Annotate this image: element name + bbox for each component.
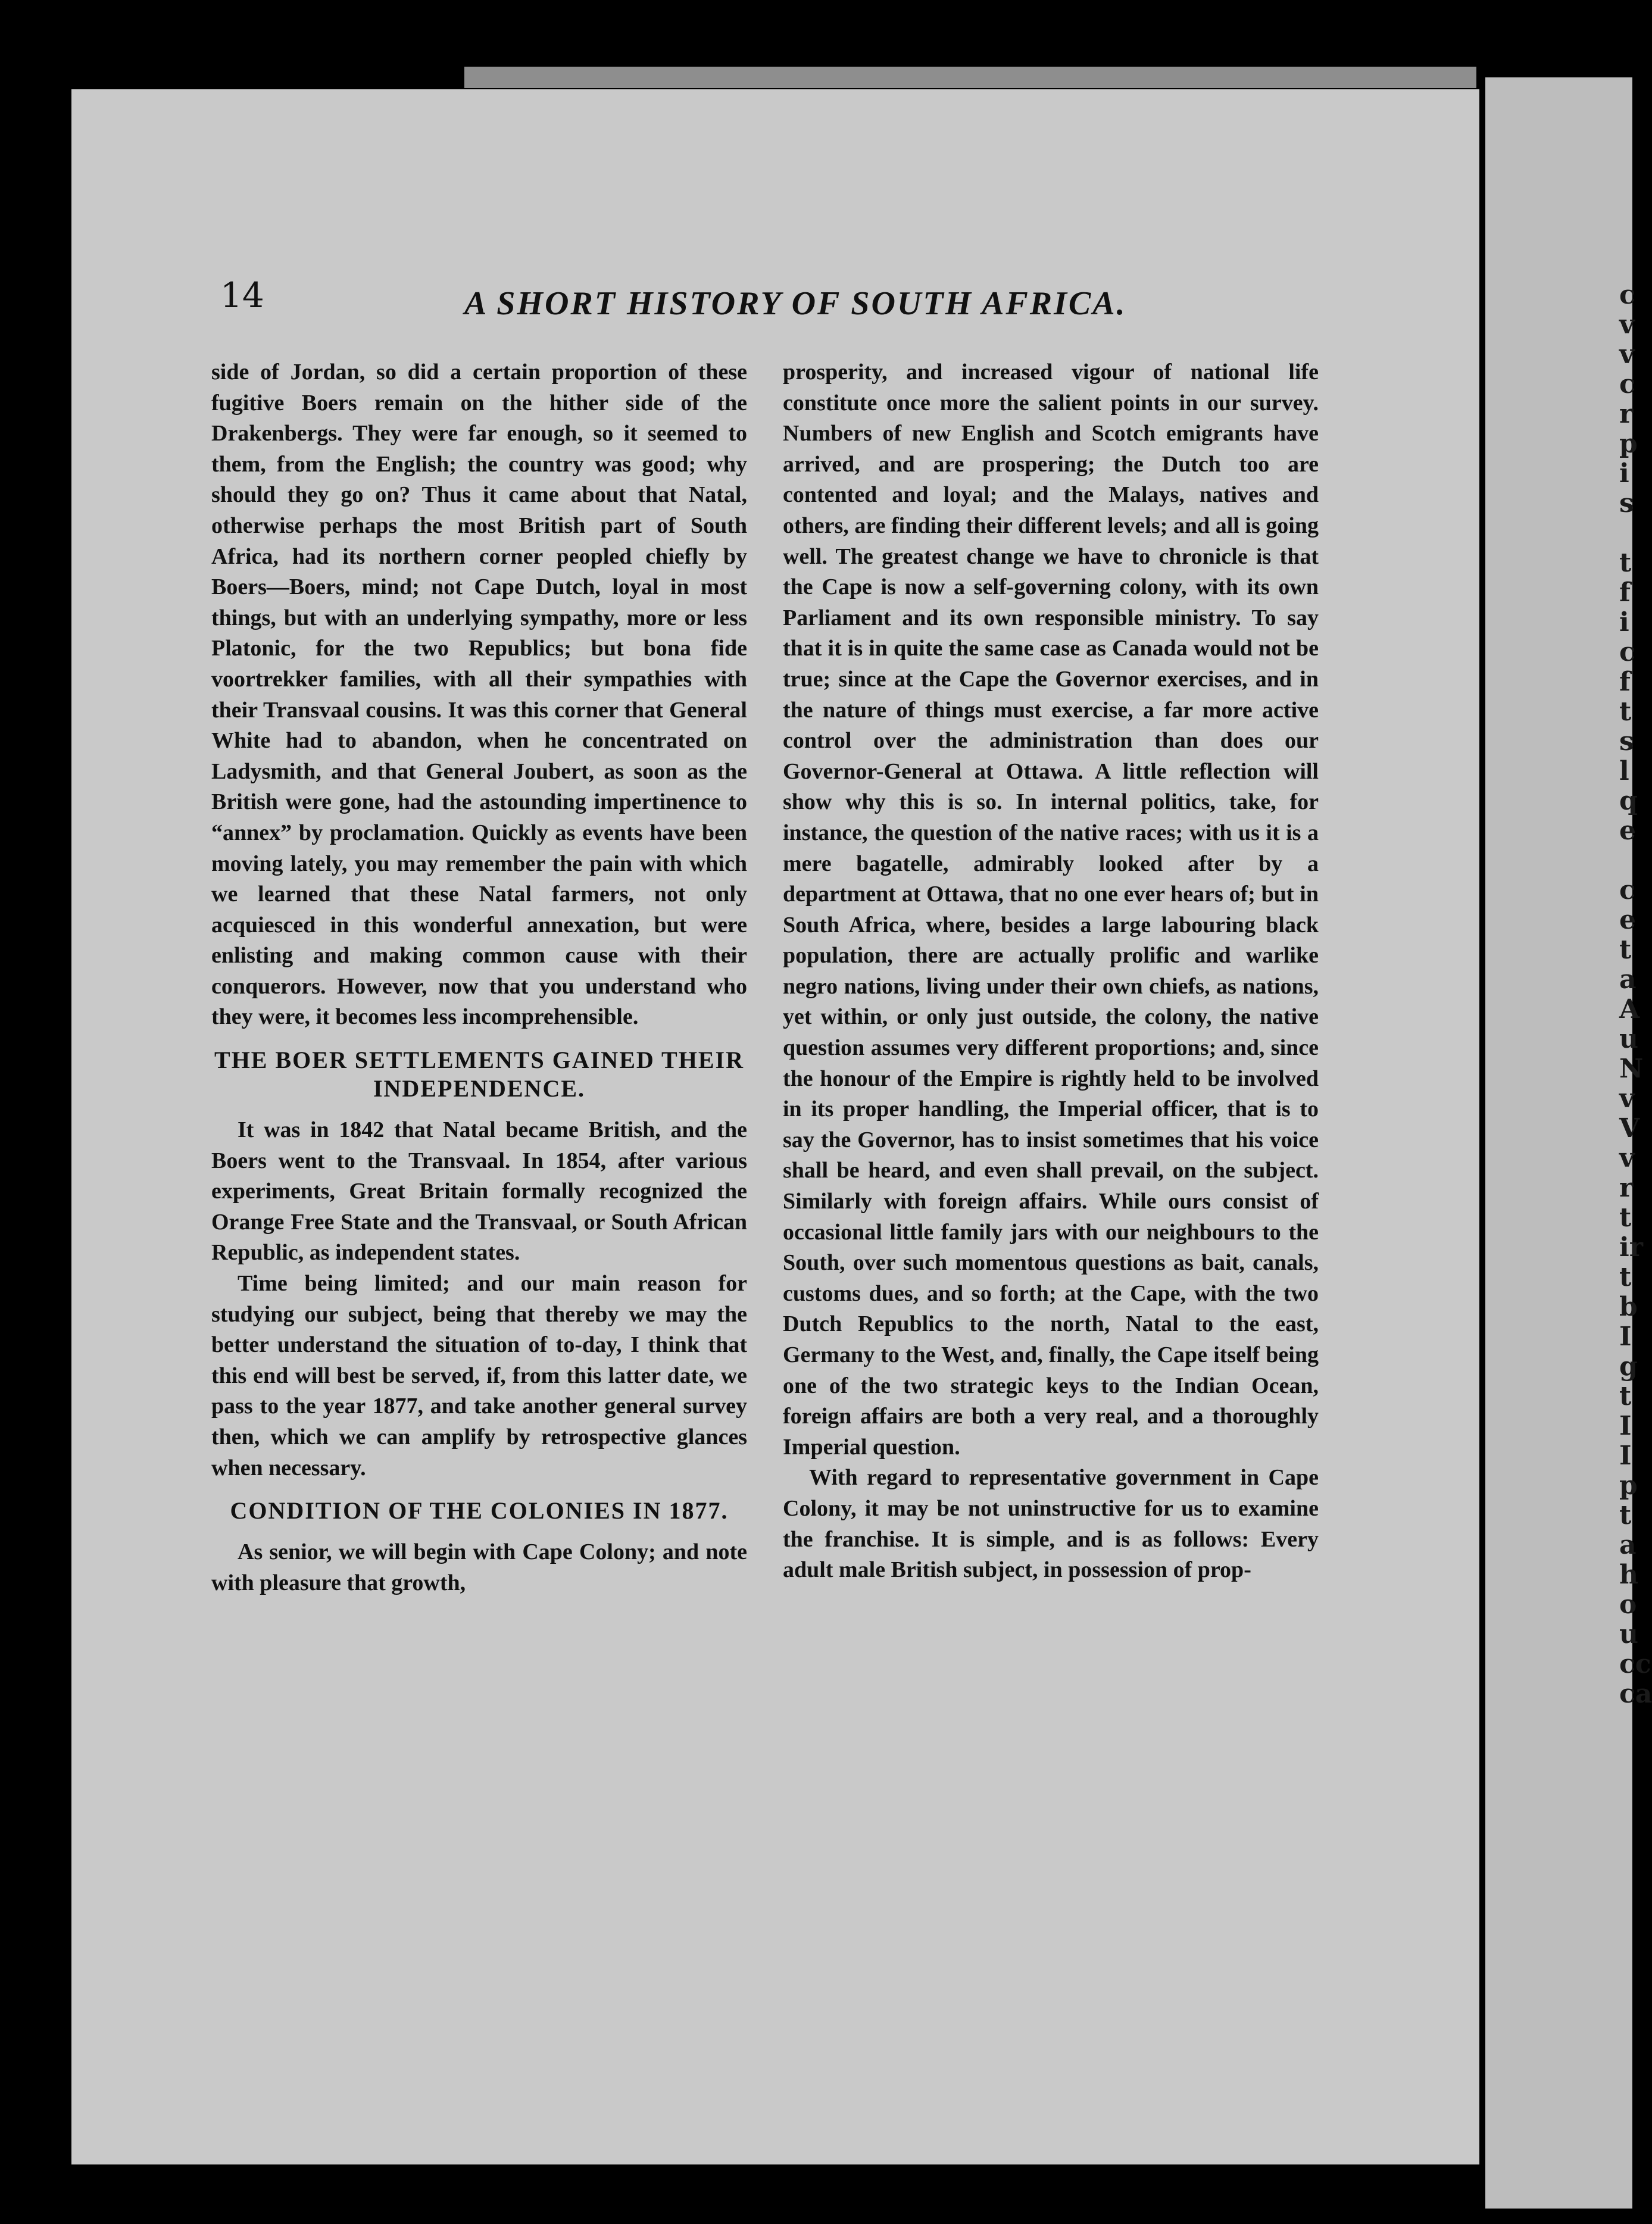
adjacent-page-edge xyxy=(1485,77,1652,2209)
right-column xyxy=(783,357,1319,1586)
adjacent-page-fragment: o xyxy=(1619,1589,1637,1620)
adjacent-page-fragment: t xyxy=(1619,1500,1632,1530)
adjacent-page-fragment: I xyxy=(1619,1322,1632,1352)
adjacent-page-fragment: t xyxy=(1619,1202,1632,1233)
section-heading: THE BOER SETTLEMENTS GAINED THEIR INDEPENDENCE. xyxy=(214,1047,744,1102)
adjacent-page-fragment: l xyxy=(1619,756,1629,786)
adjacent-page-fragment: V xyxy=(1619,1113,1640,1144)
adjacent-page-fragment: v xyxy=(1619,339,1635,370)
adjacent-page-fragment: s xyxy=(1619,726,1634,757)
adjacent-page-fragment: v xyxy=(1619,310,1635,340)
adjacent-page-fragment: N xyxy=(1619,1054,1644,1084)
adjacent-page-fragment: c xyxy=(1619,280,1635,310)
adjacent-page-fragment: r xyxy=(1619,1173,1634,1203)
adjacent-page-fragment: c xyxy=(1619,369,1635,399)
adjacent-page-fragment: t xyxy=(1619,1262,1632,1292)
adjacent-page-fragment: t xyxy=(1619,935,1632,965)
adjacent-page-fragment: u xyxy=(1619,1619,1638,1650)
section-heading: CONDITION OF THE COLONIES IN 1877. xyxy=(230,1497,729,1525)
paragraph: prosperity, and increased vigour of national life constitute once more the salient points in our survey. Numbers of new English and Scotch emigrants have arrived, and are prospering; the Dutch too are contented and loyal; and the Malays, natives and others, are finding their different levels; and all is going well. The greatest change we have to chronicle is that the Cape is now a self-governing colony, with its own Parliament and its own responsible ministry. To say that it is in quite the same case as Canada would not be true; since at the Cape the Governor exercises, and in the nature of things must exercise, a far more active control over the administration than does our Governor-General at Ottawa. A little reflection will show why this is so. In internal politics, take, for instance, the question of the native races; with us it is a mere bagatelle, admirably looked after by a department at Ottawa, that no one ever hears of; but in South Africa, where, besides a large labouring black population, there are actually prolific and warlike negro nations, living under their own chiefs, as nations, yet within, or only just outside, the colony, the native question assumes very different proportions; and, since the honour of the Empire is rightly held to be involved in its proper handling, the Imperial officer, that is to say the Governor, has to insist sometimes that his voice shall be heard, and even shall prevail, on the subject. Similarly with foreign affairs. While ours consist of occasional little family jars with our neighbours to the South, over such momentous questions as bait, canals, customs dues, and so forth; at the Cape, with the two Dutch Republics to the north, Natal to the east, Germany to the West, and, finally, the Cape itself being one of the two strategic keys to the Indian Ocean, foreign affairs are both a very real, and a thoroughly Imperial question. xyxy=(783,360,1319,1460)
adjacent-page-fragment: v xyxy=(1619,1143,1635,1173)
adjacent-page-fragment: t xyxy=(1619,548,1632,578)
adjacent-page-fragment: I xyxy=(1619,1441,1632,1471)
paragraph: As senior, we will begin with Cape Colony; and note with pleasure that growth, xyxy=(211,1539,747,1595)
adjacent-page-fragment: r xyxy=(1619,399,1634,429)
adjacent-page-fragment: I xyxy=(1619,1411,1632,1441)
adjacent-page-fragment: ir xyxy=(1619,1232,1643,1263)
adjacent-page-fragment: c xyxy=(1619,875,1635,905)
adjacent-page-fragment: b xyxy=(1619,1292,1638,1322)
paragraph: side of Jordan, so did a certain proportion of these fugitive Boers remain on the hither side of the Drakenbergs. They were far enough, so it seemed to them, from the English; the country was good; why should they go on? Thus it came about that Natal, otherwise perhaps the most British part of South Africa, had its northern corner peopled chiefly by Boers—Boers, mind; not Cape Dutch, loyal in most things, but with an underlying sympathy, more or less Platonic, for the two Republics; but bona fide voortrekker families, with all their sympathies with their Transvaal cousins. It was this corner that General White had to abandon, when he concentrated on Ladysmith, and that General Joubert, as soon as the British were gone, had the astounding impertinence to “annex” by proclamation. Quickly as events have been moving lately, you may remember the pain with which we learned that these Natal farmers, not only acquiesced in this wonderful annexation, but were enlisting and making common cause with their conquerors. However, now that you understand who they were, it becomes less incomprehensible. xyxy=(211,360,747,1030)
adjacent-page-fragment: A xyxy=(1619,994,1640,1024)
adjacent-page-fragment: f xyxy=(1619,577,1631,608)
adjacent-page-fragment: v xyxy=(1619,1083,1635,1114)
adjacent-page-fragment: p xyxy=(1619,429,1638,459)
adjacent-page-fragment: a xyxy=(1619,1530,1637,1560)
paragraph: With regard to representative government in Cape Colony, it may be not uninstructive for us to examine the franchise. It is simple, and is as follows: Every adult male British subject, in possession of prop- xyxy=(783,1465,1319,1583)
adjacent-page-fragment: h xyxy=(1619,1560,1638,1590)
adjacent-page-fragment: c xyxy=(1619,637,1635,667)
running-head: A SHORT HISTORY OF SOUTH AFRICA. xyxy=(464,285,1127,322)
left-column xyxy=(211,357,747,1598)
adjacent-page-fragment: p xyxy=(1619,1470,1638,1501)
adjacent-page-fragment: s xyxy=(1619,488,1634,518)
adjacent-page-fragment: a xyxy=(1619,964,1637,995)
adjacent-page-fragment: q xyxy=(1619,786,1638,816)
adjacent-page-fragment: ca xyxy=(1619,1679,1652,1709)
adjacent-page-fragment: f xyxy=(1619,667,1631,697)
adjacent-page-fragment: t xyxy=(1619,696,1632,727)
page-number: 14 xyxy=(220,275,264,316)
paragraph: Time being limited; and our main reason for studying our subject, being that thereby we may the better understand the situation of to-day, I think that this end will best be served, if, from this latter date, we pass to the year 1877, and take another general survey then, which we can amplify by retrospective glances when necessary. xyxy=(211,1271,747,1480)
adjacent-page-fragment: i xyxy=(1619,458,1629,489)
adjacent-page-fragment: e xyxy=(1619,816,1636,846)
adjacent-page-fragment: e xyxy=(1619,905,1636,935)
adjacent-page-fragment: t xyxy=(1619,1381,1632,1411)
paragraph: It was in 1842 that Natal became British, and the Boers went to the Transvaal. In 1854, after various experiments, Great Britain formally recognized the Orange Free State and the Transvaal, or South African Republic, as independent states. xyxy=(211,1117,747,1266)
adjacent-page-fragment: g xyxy=(1619,1351,1638,1382)
adjacent-page-fragment: cc xyxy=(1619,1649,1651,1679)
adjacent-page-fragment: i xyxy=(1619,607,1629,638)
scan-top-edge xyxy=(464,67,1476,88)
adjacent-page-fragment: u xyxy=(1619,1024,1638,1054)
